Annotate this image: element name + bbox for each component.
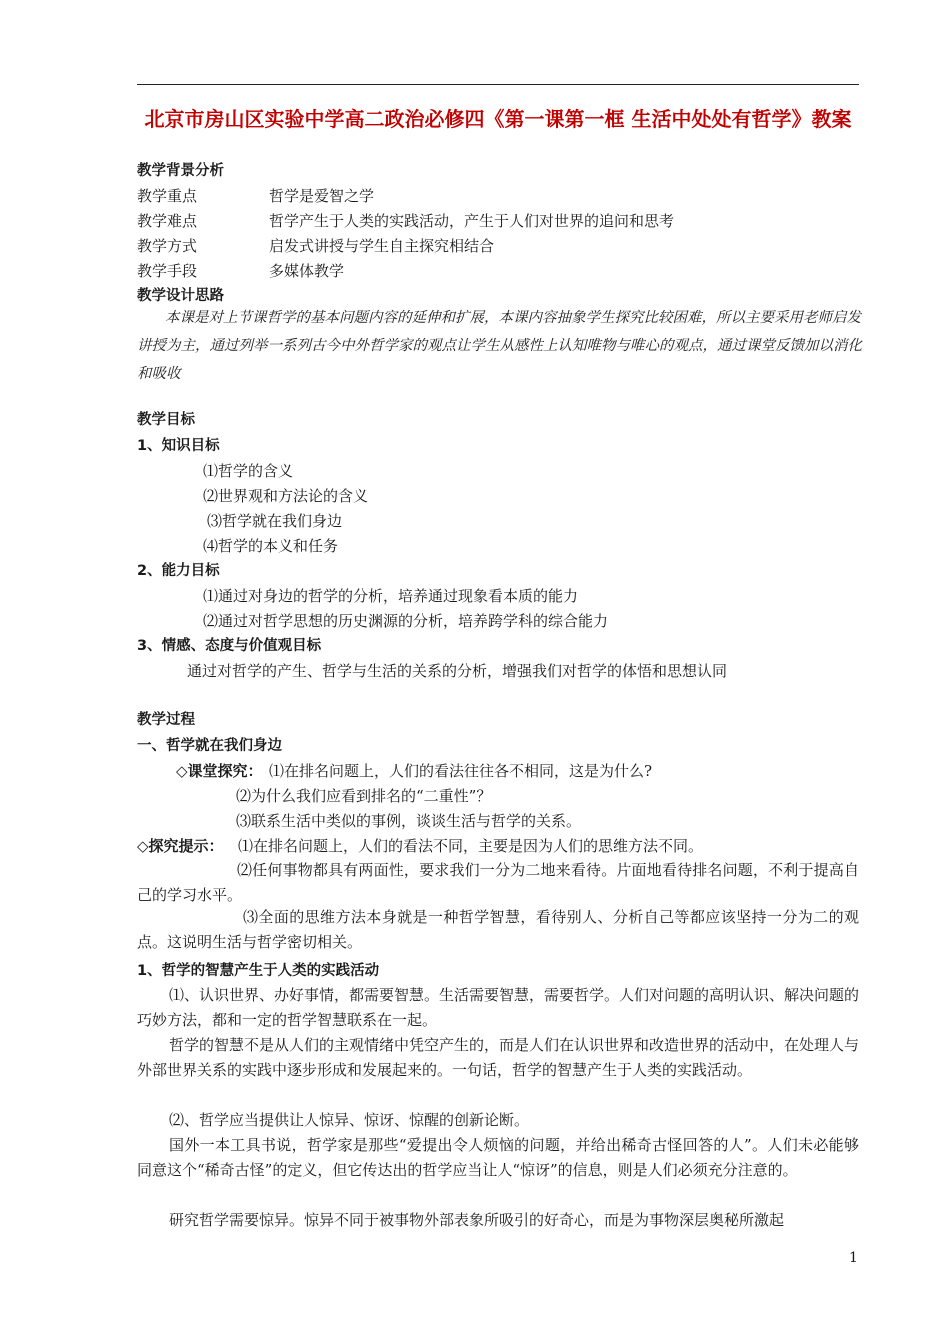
background-heading: 教学背景分析 bbox=[137, 163, 224, 179]
ability-heading: 2、能力目标 bbox=[137, 563, 220, 579]
difficulty-value: 哲学产生于人类的实践活动，产生于人们对世界的追问和思考 bbox=[269, 212, 675, 230]
hint-item: ⑵任何事物都具有两面性，要求我们一分为二地来看待。片面地看待排名问题，不利于提高自己的学习水平。 bbox=[137, 861, 859, 904]
means-label: 教学手段 bbox=[137, 262, 198, 280]
document-title: 北京市房山区实验中学高二政治必修四《第一课第一框 生活中处处有哲学》教案 bbox=[144, 107, 852, 131]
hint-label: ◇探究提示： bbox=[137, 837, 224, 855]
emotion-heading: 3、情感、态度与价值观目标 bbox=[137, 638, 322, 654]
body-paragraph: ⑴、认识世界、办好事情，都需要智慧。生活需要智慧，需要哲学。人们对问题的高明认识、解决问题的巧妙方法，都和一定的哲学智慧联系在一起。 bbox=[137, 986, 860, 1029]
means-value: 多媒体教学 bbox=[269, 262, 345, 280]
difficulty-label: 教学难点 bbox=[137, 212, 198, 230]
hint-item: ⑴在排名问题上，人们的看法不同，主要是因为人们的思维方法不同。 bbox=[238, 837, 704, 855]
body-paragraph: 研究哲学需要惊异。惊异不同于被事物外部表象所吸引的好奇心，而是为事物深层奥秘所激起 bbox=[169, 1211, 785, 1229]
subsection-heading: 1、哲学的智慧产生于人类的实践活动 bbox=[137, 963, 380, 979]
explore-label: ◇课堂探究： bbox=[176, 762, 263, 780]
knowledge-item: ⑵世界观和方法论的含义 bbox=[203, 487, 369, 505]
process-heading: 教学过程 bbox=[137, 712, 195, 728]
hint-item: ⑶全面的思维方法本身就是一种哲学智慧，看待别人、分析自己等都应该坚持一分为二的观点。这说明生活与哲学密切相关。 bbox=[137, 908, 859, 951]
page-number: 1 bbox=[849, 1250, 858, 1266]
design-text: 本课是对上节课哲学的基本问题内容的延伸和扩展，本课内容抽象学生探究比较困难，所以主要采用老师启发讲授为主，通过列举一系列古今中外哲学家的观点让学生从感性上认知唯物与唯心的观点，通过课堂反馈加以消化和吸收 bbox=[137, 310, 862, 382]
body-paragraph: ⑵、哲学应当提供让人惊异、惊讶、惊醒的创新论断。 bbox=[169, 1111, 530, 1129]
explore-item: ⑶联系生活中类似的事例，谈谈生活与哲学的关系。 bbox=[236, 812, 582, 830]
knowledge-item: ⑴哲学的含义 bbox=[203, 462, 294, 480]
knowledge-heading: 1、知识目标 bbox=[137, 438, 220, 454]
emotion-text: 通过对哲学的产生、哲学与生活的关系的分析，增强我们对哲学的体悟和思想认同 bbox=[187, 662, 728, 680]
focus-value: 哲学是爱智之学 bbox=[269, 187, 375, 205]
body-paragraph: 哲学的智慧不是从人们的主观情绪中凭空产生的，而是人们在认识世界和改造世界的活动中，在处理人与外部世界关系的实践中逐步形成和发展起来的。一句话，哲学的智慧产生于人类的实践活动。 bbox=[137, 1036, 860, 1079]
ability-item: ⑵通过对哲学思想的历史渊源的分析，培养跨学科的综合能力 bbox=[203, 612, 609, 630]
method-label: 教学方式 bbox=[137, 237, 198, 255]
body-paragraph: 国外一本工具书说，哲学家是那些“爱提出令人烦恼的问题，并给出稀奇古怪回答的人”。人们未必能够同意这个“稀奇古怪”的定义，但它传达出的哲学应当让人“惊讶”的信息，则是人们必须充分注意的。 bbox=[137, 1136, 859, 1179]
header-rule bbox=[137, 84, 859, 85]
explore-item: ⑵为什么我们应看到排名的“二重性”？ bbox=[236, 787, 492, 805]
method-value: 启发式讲授与学生自主探究相结合 bbox=[269, 237, 495, 255]
design-heading: 教学设计思路 bbox=[137, 288, 224, 304]
section-heading: 一、哲学就在我们身边 bbox=[137, 738, 282, 754]
knowledge-item: ⑷哲学的本义和任务 bbox=[203, 537, 339, 555]
knowledge-item: ⑶哲学就在我们身边 bbox=[207, 512, 343, 530]
ability-item: ⑴通过对身边的哲学的分析，培养通过现象看本质的能力 bbox=[203, 587, 579, 605]
focus-label: 教学重点 bbox=[137, 187, 198, 205]
explore-item: ⑴在排名问题上，人们的看法往往各不相同，这是为什么? bbox=[269, 762, 653, 780]
goals-heading: 教学目标 bbox=[137, 412, 195, 428]
